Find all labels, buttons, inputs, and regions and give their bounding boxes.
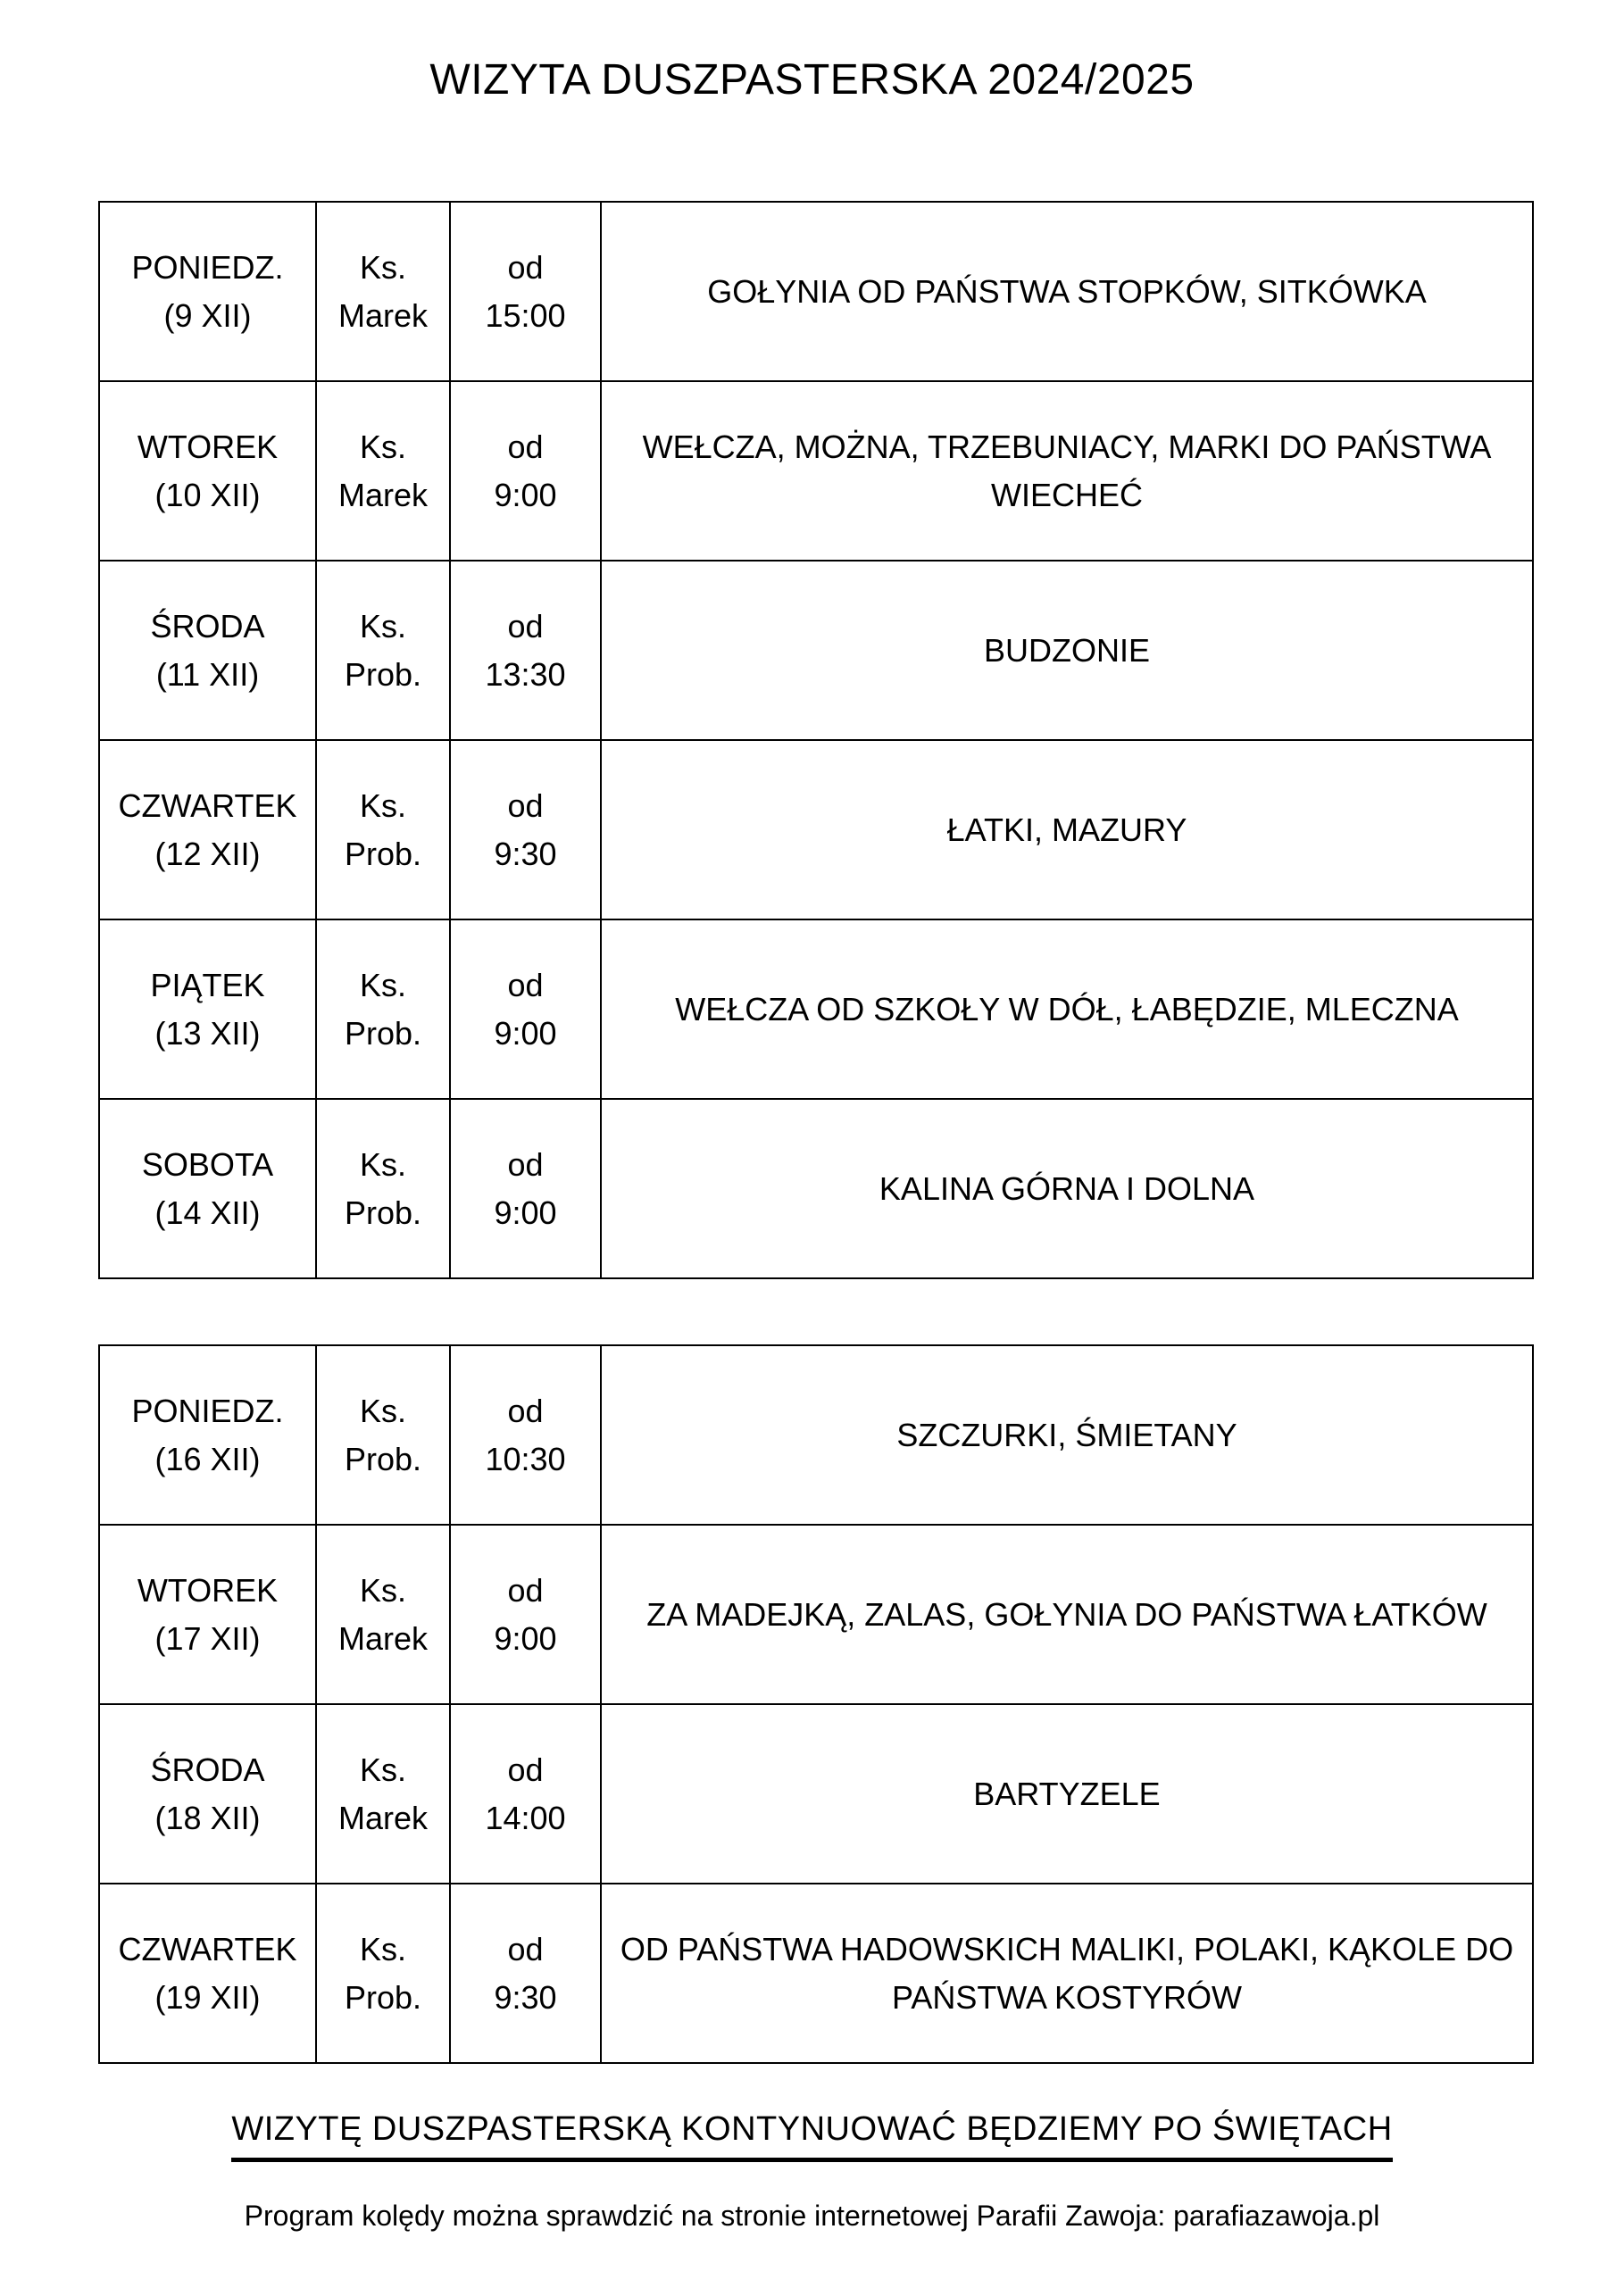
- priest-prefix: Ks.: [359, 1392, 406, 1429]
- day-name: ŚRODA: [150, 607, 265, 645]
- priest-prefix: Ks.: [359, 1145, 406, 1183]
- day-cell: [99, 1704, 316, 1884]
- day-date: (14 XII): [154, 1194, 261, 1231]
- priest-cell: [316, 1345, 450, 1525]
- time-prefix: od: [507, 607, 544, 645]
- priest-name: Marek: [337, 1619, 429, 1657]
- priest-prefix: Ks.: [359, 607, 406, 645]
- day-cell: [99, 561, 316, 740]
- route-text: BARTYZELE: [973, 1775, 1161, 1812]
- time-cell: [450, 1525, 601, 1704]
- table-row: [99, 1525, 1533, 1704]
- day-date: (17 XII): [154, 1619, 261, 1657]
- route-cell: [601, 1345, 1533, 1525]
- route-text: ZA MADEJKĄ, ZALAS, GOŁYNIA DO PAŃSTWA ŁATKÓW: [646, 1595, 1487, 1633]
- time-prefix: od: [507, 248, 544, 286]
- route-text: SZCZURKI, ŚMIETANY: [896, 1416, 1237, 1453]
- priest-cell: [316, 919, 450, 1099]
- table-row: [99, 1884, 1533, 2063]
- time-prefix: od: [507, 786, 544, 824]
- priest-cell: [316, 1884, 450, 2063]
- day-name: CZWARTEK: [118, 1930, 297, 1967]
- priest-cell: [316, 1704, 450, 1884]
- priest-name: Prob.: [344, 835, 422, 872]
- time-cell: [450, 381, 601, 561]
- day-cell: [99, 1099, 316, 1278]
- route-cell: [601, 1525, 1533, 1704]
- route-text: WEŁCZA, MOŻNA, TRZEBUNIACY, MARKI DO PAŃSTWA WIECHEĆ: [642, 428, 1492, 513]
- day-cell: [99, 1884, 316, 2063]
- time-cell: [450, 740, 601, 919]
- priest-cell: [316, 1099, 450, 1278]
- day-date: (11 XII): [155, 655, 260, 693]
- day-name: ŚRODA: [150, 1751, 265, 1788]
- time-value: 15:00: [485, 296, 566, 334]
- day-name: WTOREK: [137, 428, 279, 465]
- priest-name: Prob.: [344, 1014, 422, 1052]
- time-value: 9:00: [494, 476, 557, 513]
- priest-prefix: Ks.: [359, 1571, 406, 1609]
- day-cell: [99, 381, 316, 561]
- time-prefix: od: [507, 1145, 544, 1183]
- day-name: PIĄTEK: [150, 966, 265, 1003]
- priest-prefix: Ks.: [359, 428, 406, 465]
- day-cell: [99, 919, 316, 1099]
- route-text: ŁATKI, MAZURY: [946, 811, 1187, 848]
- day-date: (19 XII): [154, 1978, 261, 2016]
- schedule-table-week2: [98, 1344, 1534, 2064]
- route-text: KALINA GÓRNA I DOLNA: [879, 1169, 1255, 1207]
- table-row: [99, 1099, 1533, 1278]
- route-text: WEŁCZA OD SZKOŁY W DÓŁ, ŁABĘDZIE, MLECZNA: [675, 990, 1459, 1027]
- day-date: (10 XII): [154, 476, 261, 513]
- time-prefix: od: [507, 1392, 544, 1429]
- route-cell: [601, 202, 1533, 381]
- day-cell: [99, 202, 316, 381]
- priest-cell: [316, 740, 450, 919]
- time-prefix: od: [507, 1930, 544, 1967]
- table-row: [99, 919, 1533, 1099]
- time-cell: [450, 202, 601, 381]
- priest-prefix: Ks.: [359, 966, 406, 1003]
- route-cell: [601, 1099, 1533, 1278]
- day-name: PONIEDZ.: [131, 248, 284, 286]
- day-cell: [99, 740, 316, 919]
- route-cell: [601, 919, 1533, 1099]
- priest-name: Marek: [337, 1799, 429, 1836]
- page-title: WIZYTA DUSZPASTERSKA 2024/2025: [429, 56, 1195, 104]
- priest-name: Prob.: [344, 1194, 422, 1231]
- route-cell: [601, 381, 1533, 561]
- schedule-table-week1: [98, 201, 1534, 1279]
- table-row: [99, 561, 1533, 740]
- footer-heading-text: WIZYTĘ DUSZPASTERSKĄ KONTYNUOWAĆ BĘDZIEMY PO ŚWIĘTACH: [231, 2110, 1392, 2162]
- route-cell: [601, 740, 1533, 919]
- time-cell: [450, 1884, 601, 2063]
- route-text: GOŁYNIA OD PAŃSTWA STOPKÓW, SITKÓWKA: [707, 272, 1427, 310]
- time-value: 9:30: [494, 835, 557, 872]
- priest-cell: [316, 202, 450, 381]
- priest-name: Prob.: [344, 1440, 422, 1477]
- route-text: OD PAŃSTWA HADOWSKICH MALIKI, POLAKI, KĄKOLE DO PAŃSTWA KOSTYRÓW: [620, 1930, 1514, 2016]
- priest-prefix: Ks.: [359, 248, 406, 286]
- time-value: 9:00: [494, 1194, 557, 1231]
- day-name: SOBOTA: [141, 1145, 274, 1183]
- time-value: 9:30: [494, 1978, 557, 2016]
- priest-prefix: Ks.: [359, 1930, 406, 1967]
- day-cell: [99, 1525, 316, 1704]
- time-value: 9:00: [494, 1619, 557, 1657]
- route-cell: [601, 1704, 1533, 1884]
- route-text: BUDZONIE: [983, 631, 1150, 669]
- time-value: 14:00: [485, 1799, 566, 1836]
- priest-prefix: Ks.: [359, 786, 406, 824]
- day-name: WTOREK: [137, 1571, 279, 1609]
- day-date: (12 XII): [154, 835, 261, 872]
- day-date: (16 XII): [154, 1440, 261, 1477]
- time-prefix: od: [507, 1751, 544, 1788]
- priest-name: Marek: [337, 476, 429, 513]
- table-row: [99, 1704, 1533, 1884]
- priest-name: Marek: [337, 296, 429, 334]
- route-cell: [601, 1884, 1533, 2063]
- route-cell: [601, 561, 1533, 740]
- table-row: [99, 202, 1533, 381]
- time-cell: [450, 1704, 601, 1884]
- priest-name: Prob.: [344, 1978, 422, 2016]
- time-prefix: od: [507, 1571, 544, 1609]
- time-value: 9:00: [494, 1014, 557, 1052]
- table-row: [99, 740, 1533, 919]
- time-cell: [450, 1345, 601, 1525]
- time-value: 10:30: [485, 1440, 566, 1477]
- priest-cell: [316, 561, 450, 740]
- time-value: 13:30: [485, 655, 566, 693]
- day-date: (13 XII): [154, 1014, 261, 1052]
- day-name: PONIEDZ.: [131, 1392, 284, 1429]
- priest-name: Prob.: [344, 655, 422, 693]
- priest-cell: [316, 381, 450, 561]
- time-cell: [450, 1099, 601, 1278]
- time-cell: [450, 561, 601, 740]
- day-date: (9 XII): [163, 296, 252, 334]
- day-date: (18 XII): [154, 1799, 261, 1836]
- table-row: [99, 381, 1533, 561]
- time-cell: [450, 919, 601, 1099]
- footer-note: Program kolędy można sprawdzić na stronie internetowej Parafii Zawoja: parafiazawoja.pl: [244, 2200, 1380, 2232]
- time-prefix: od: [507, 428, 544, 465]
- day-name: CZWARTEK: [118, 786, 297, 824]
- time-prefix: od: [507, 966, 544, 1003]
- priest-prefix: Ks.: [359, 1751, 406, 1788]
- footer-heading: [0, 2110, 1624, 2162]
- day-cell: [99, 1345, 316, 1525]
- priest-cell: [316, 1525, 450, 1704]
- table-row: [99, 1345, 1533, 1525]
